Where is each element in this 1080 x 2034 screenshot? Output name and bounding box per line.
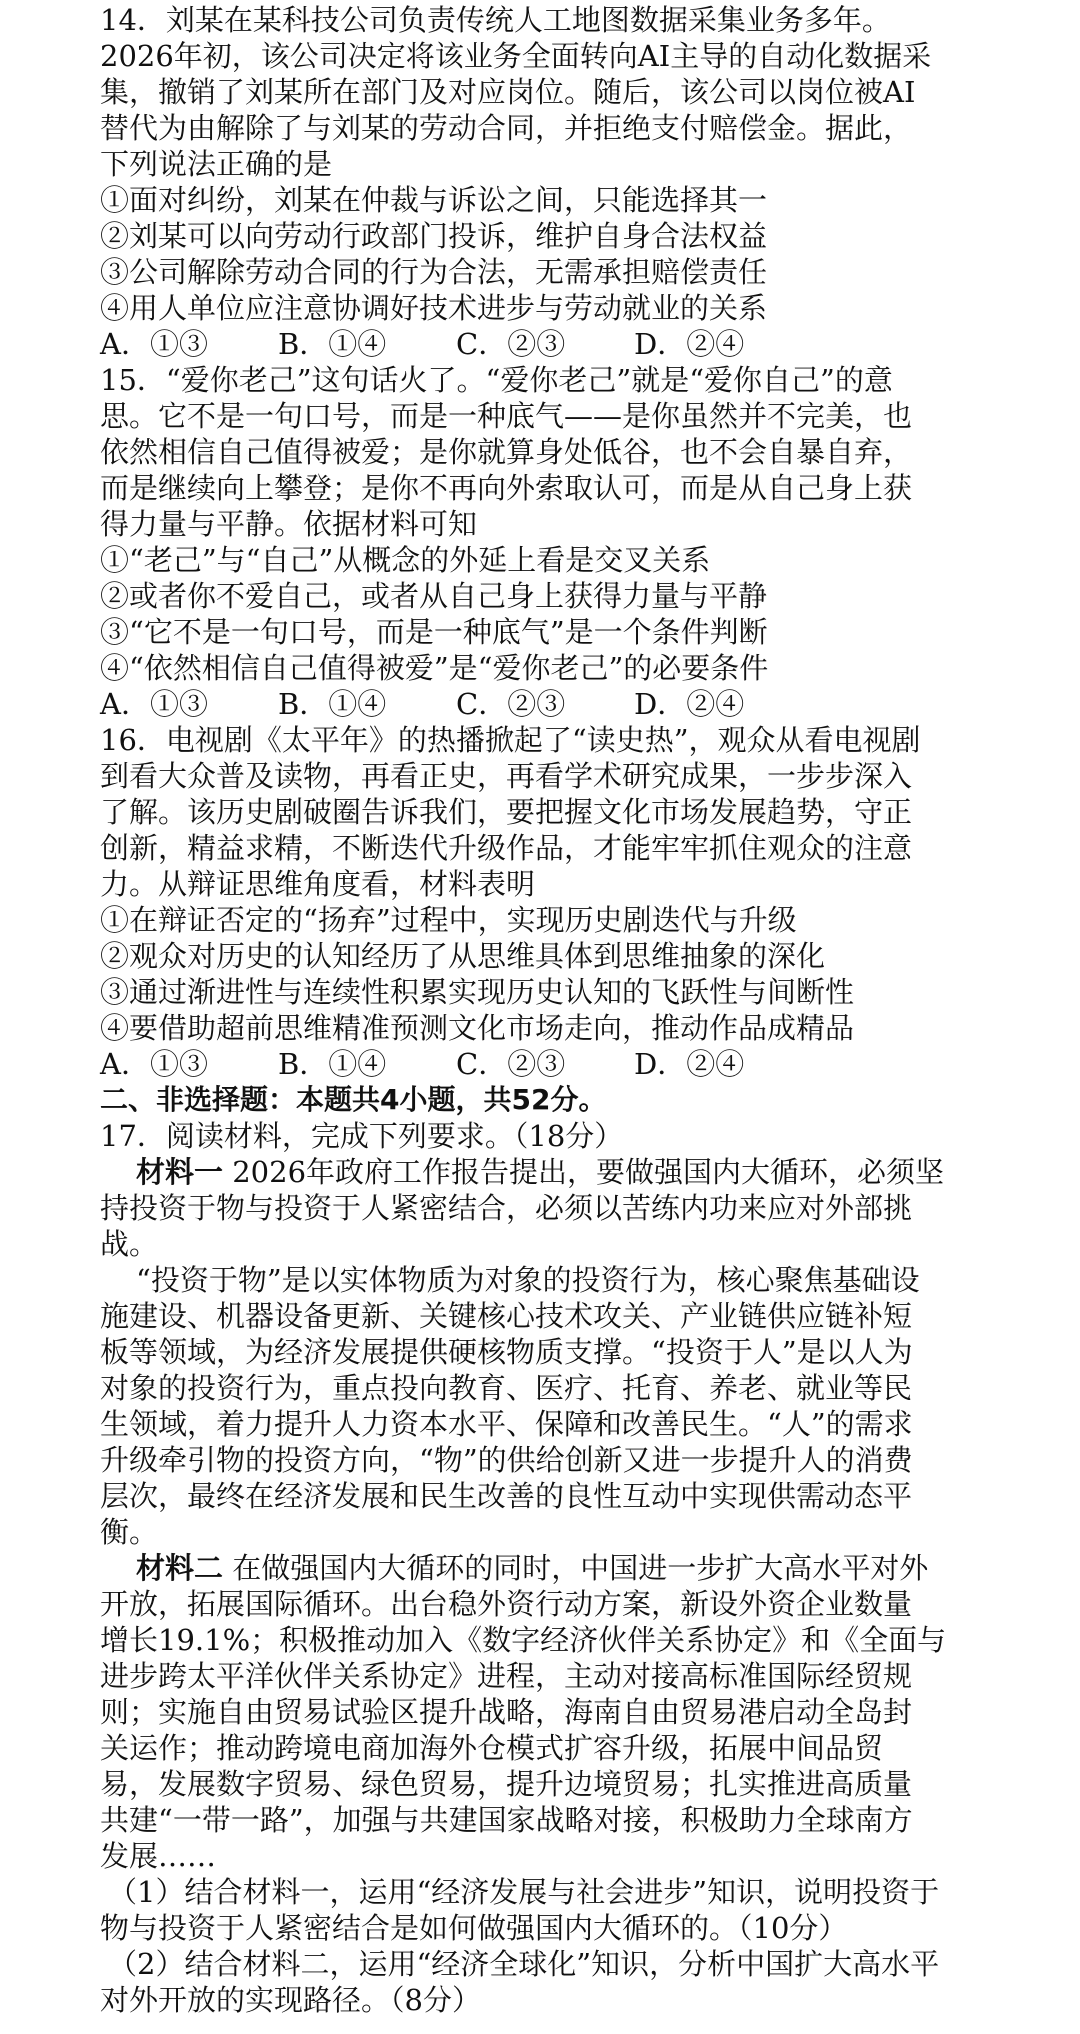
q14-option-b: B．①④ <box>278 327 387 361</box>
q14-item: ①面对纠纷，刘某在仲裁与诉讼之间，只能选择其一 <box>100 183 768 217</box>
q14-option-c: C．②③ <box>456 327 566 361</box>
q16-item: ③通过渐进性与连续性积累实现历史认知的飞跃性与间断性 <box>100 975 855 1009</box>
q15-item: ②或者你不爱自己，或者从自己身上获得力量与平静 <box>100 579 768 613</box>
q16-item: ②观众对历史的认知经历了从思维具体到思维抽象的深化 <box>100 939 826 973</box>
q16-stem-line: 到看大众普及读物，再看正史，再看学术研究成果，一步步深入 <box>100 759 913 793</box>
q15-item: ④“依然相信自己值得被爱”是“爱你老己”的必要条件 <box>100 651 769 685</box>
q16-stem-line: 力。从辩证思维角度看，材料表明 <box>100 867 536 901</box>
q15-option-b: B．①④ <box>278 687 387 721</box>
q17-sub-question-2-cont: 对外开放的实现路径。（8分） <box>100 1983 481 2017</box>
q15-option-a: A．①③ <box>100 687 208 721</box>
q17-intro: 17．阅读材料，完成下列要求。（18分） <box>100 1119 624 1153</box>
q16-stem-line: 了解。该历史剧破圈告诉我们，要把握文化市场发展趋势，守正 <box>100 795 913 829</box>
q15-item: ③“它不是一句口号，而是一种底气”是一个条件判断 <box>100 615 768 649</box>
material-one-text: 2026年政府工作报告提出，要做强国内大循环，必须坚 <box>223 1155 945 1189</box>
q17-sub-question-1: （1）结合材料一，运用“经济发展与社会进步”知识，说明投资于 <box>108 1875 940 1909</box>
section-heading: 二、非选择题：本题共4小题，共52分。 <box>100 1083 607 1116</box>
material-one-line: 战。 <box>100 1227 159 1261</box>
material-one-line: 持投资于物与投资于人紧密结合，必须以苦练内功来应对外部挑 <box>100 1191 913 1225</box>
material-one-p2-line: 板等领域，为经济发展提供硬核物质支撑。“投资于人”是以人为 <box>100 1335 913 1369</box>
material-two-line: 共建“一带一路”，加强与共建国家战略对接，积极助力全球南方 <box>100 1803 913 1837</box>
q16-item: ④要借助超前思维精准预测文化市场走向，推动作品成精品 <box>100 1011 855 1045</box>
material-one-p2-line: 衡。 <box>100 1515 159 1549</box>
q14-stem-line: 14．刘某在某科技公司负责传统人工地图数据采集业务多年。 <box>100 3 891 37</box>
q17-sub-question-2: （2）结合材料二，运用“经济全球化”知识，分析中国扩大高水平 <box>108 1947 940 1981</box>
q14-item: ②刘某可以向劳动行政部门投诉，维护自身合法权益 <box>100 219 768 253</box>
q14-option-a: A．①③ <box>100 327 208 361</box>
material-one-p2-line: 生领域，着力提升人力资本水平、保障和改善民生。“人”的需求 <box>100 1407 913 1441</box>
q15-stem-line: 而是继续向上攀登；是你不再向外索取认可，而是从自己身上获 <box>100 471 913 505</box>
material-one-p2-first: “投资于物”是以实体物质为对象的投资行为，核心聚焦基础设 <box>136 1263 920 1297</box>
material-one-p2-line: 层次，最终在经济发展和民生改善的良性互动中实现供需动态平 <box>100 1479 913 1513</box>
material-one-p2-line: 对象的投资行为，重点投向教育、医疗、托育、养老、就业等民 <box>100 1371 913 1405</box>
q16-option-a: A．①③ <box>100 1047 208 1081</box>
q15-stem-line: 15．“爱你老己”这句话火了。“爱你老己”就是“爱你自己”的意 <box>100 363 893 397</box>
q15-option-c: C．②③ <box>456 687 566 721</box>
q15-item: ①“老己”与“自己”从概念的外延上看是交叉关系 <box>100 543 711 577</box>
material-one-first-line <box>136 1154 1036 1190</box>
q14-stem-line: 下列说法正确的是 <box>100 147 333 181</box>
q15-option-d: D．②④ <box>634 687 745 721</box>
q14-option-d: D．②④ <box>634 327 745 361</box>
q14-stem-line: 替代为由解除了与刘某的劳动合同，并拒绝支付赔偿金。据此， <box>100 111 913 145</box>
material-one-p2-line: 升级牵引物的投资方向，“物”的供给创新又进一步提升人的消费 <box>100 1443 913 1477</box>
q14-stem-line: 集，撤销了刘某所在部门及对应岗位。随后，该公司以岗位被AI <box>100 75 916 109</box>
material-two-text: 在做强国内大循环的同时，中国进一步扩大高水平对外 <box>223 1551 929 1585</box>
material-two-line: 则；实施自由贸易试验区提升战略，海南自由贸易港启动全岛封 <box>100 1695 913 1729</box>
q15-stem-line: 思。它不是一句口号，而是一种底气——是你虽然并不完美，也 <box>100 399 913 433</box>
material-one-p2-line: 施建设、机器设备更新、关键核心技术攻关、产业链供应链补短 <box>100 1299 913 1333</box>
q14-item: ④用人单位应注意协调好技术进步与劳动就业的关系 <box>100 291 768 325</box>
q15-stem-line: 得力量与平静。依据材料可知 <box>100 507 478 541</box>
material-two-label: 材料二 <box>136 1551 224 1585</box>
q16-stem-line: 16．电视剧《太平年》的热播掀起了“读史热”，观众从看电视剧 <box>100 723 921 757</box>
material-one-label: 材料一 <box>136 1155 224 1189</box>
q16-item: ①在辩证否定的“扬弃”过程中，实现历史剧迭代与升级 <box>100 903 797 937</box>
q16-option-c: C．②③ <box>456 1047 566 1081</box>
material-two-line: 关运作；推动跨境电商加海外仓模式扩容升级，拓展中间品贸 <box>100 1731 884 1765</box>
material-two-line: 易，发展数字贸易、绿色贸易，提升边境贸易；扎实推进高质量 <box>100 1767 913 1801</box>
material-two-line: 增长19.1%；积极推动加入《数字经济伙伴关系协定》和《全面与 <box>100 1623 947 1657</box>
material-two-first-line <box>136 1550 1036 1586</box>
q16-option-b: B．①④ <box>278 1047 387 1081</box>
q14-stem-line: 2026年初，该公司决定将该业务全面转向AI主导的自动化数据采 <box>100 39 932 73</box>
material-two-line: 开放，拓展国际循环。出台稳外资行动方案，新设外资企业数量 <box>100 1587 913 1621</box>
material-two-line: 进步跨太平洋伙伴关系协定》进程，主动对接高标准国际经贸规 <box>100 1659 913 1693</box>
q16-option-d: D．②④ <box>634 1047 745 1081</box>
q14-item: ③公司解除劳动合同的行为合法，无需承担赔偿责任 <box>100 255 768 289</box>
material-two-line: 发展…… <box>100 1839 217 1873</box>
q15-stem-line: 依然相信自己值得被爱；是你就算身处低谷，也不会自暴自弃， <box>100 435 913 469</box>
q17-sub-question-1-cont: 物与投资于人紧密结合是如何做强国内大循环的。（10分） <box>100 1911 848 1945</box>
q16-stem-line: 创新，精益求精，不断迭代升级作品，才能牢牢抓住观众的注意 <box>100 831 913 865</box>
